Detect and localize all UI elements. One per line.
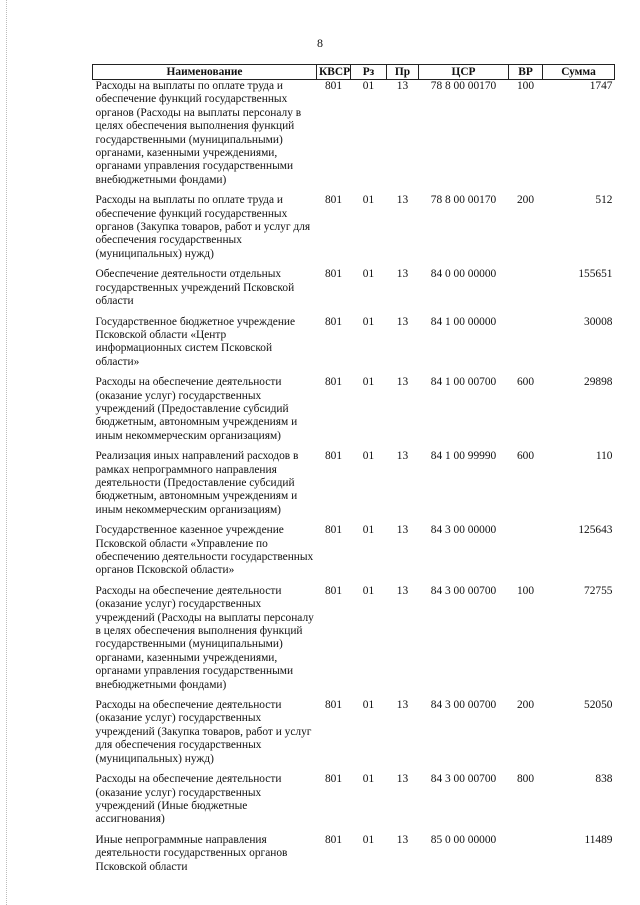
cell-csr: 78 8 00 00170 xyxy=(430,194,497,207)
header-pr: Пр xyxy=(387,65,419,80)
cell-pr: 13 xyxy=(396,376,409,389)
cell-vr xyxy=(509,834,543,881)
cell-csr: 84 3 00 00700 xyxy=(430,773,497,786)
cell-csr: 84 1 00 99990 xyxy=(430,450,497,463)
cell-csr: 78 8 00 00170 xyxy=(430,80,497,92)
cell-sum: 1747 xyxy=(589,80,613,92)
cell-rz: 01 xyxy=(362,194,375,207)
cell-vr xyxy=(509,524,543,585)
cell-name: Государственное казенное учреждение Псковской области «Управление по обеспечению деятельности государственных органов Псковской области» xyxy=(95,524,314,577)
cell-rz: 01 xyxy=(362,376,375,389)
cell-sum: 30008 xyxy=(584,315,613,328)
cell-pr: 13 xyxy=(396,315,409,328)
cell-pr: 13 xyxy=(396,833,409,846)
cell-vr: 100 xyxy=(516,584,535,597)
cell-kvsr: 801 xyxy=(324,268,343,281)
scan-margin-line xyxy=(6,0,7,905)
cell-vr: 200 xyxy=(516,699,535,712)
cell-name: Иные непрограммные направления деятельности государственных органов Псковской области xyxy=(95,833,288,873)
table-row xyxy=(93,268,615,315)
header-sum: Сумма xyxy=(543,65,615,80)
table-row xyxy=(93,699,615,773)
header-rz: Рз xyxy=(351,65,387,80)
cell-pr: 13 xyxy=(396,584,409,597)
cell-name: Расходы на обеспечение деятельности (оказание услуг) государственных учреждений (Расходы на выплаты персоналу в целях обеспечения выполнения функций государственными (муниципальными) органами, казенными учреждениями, органами управления государственными внебюджетными фондами) xyxy=(95,584,314,691)
cell-kvsr: 801 xyxy=(324,773,343,786)
table-row xyxy=(93,80,615,195)
cell-sum: 29898 xyxy=(584,376,613,389)
header-kvsr: КВСР xyxy=(317,65,351,80)
cell-rz: 01 xyxy=(362,80,375,92)
cell-rz: 01 xyxy=(362,524,375,537)
table-row xyxy=(93,376,615,450)
cell-name: Расходы на выплаты по оплате труда и обеспечение функций государственных органов (Расходы на выплаты персоналу в целях обеспечения выполнения функций государственными (муниципальными) органами, казенными учреждениями, органами управления государственными внебюджетными фондами) xyxy=(95,80,302,186)
cell-name: Обеспечение деятельности отдельных государственных учреждений Псковской области xyxy=(95,268,295,308)
cell-pr: 13 xyxy=(396,699,409,712)
cell-pr: 13 xyxy=(396,80,409,92)
table-row xyxy=(93,585,615,699)
cell-csr: 84 1 00 00700 xyxy=(430,376,497,389)
cell-rz: 01 xyxy=(362,315,375,328)
cell-kvsr: 801 xyxy=(324,194,343,207)
cell-kvsr: 801 xyxy=(324,584,343,597)
cell-rz: 01 xyxy=(362,833,375,846)
header-name: Наименование xyxy=(93,65,317,80)
cell-pr: 13 xyxy=(396,268,409,281)
header-csr: ЦСР xyxy=(419,65,509,80)
cell-vr: 600 xyxy=(516,376,535,389)
cell-vr: 600 xyxy=(516,450,535,463)
cell-sum: 110 xyxy=(595,450,613,463)
cell-vr xyxy=(509,268,543,315)
cell-kvsr: 801 xyxy=(324,315,343,328)
cell-vr: 100 xyxy=(516,80,535,92)
cell-vr xyxy=(509,316,543,377)
cell-csr: 84 3 00 00700 xyxy=(430,699,497,712)
cell-name: Расходы на обеспечение деятельности (оказание услуг) государственных учреждений (Иные бюджетные ассигнования) xyxy=(95,773,282,826)
table-body xyxy=(93,80,615,881)
cell-pr: 13 xyxy=(396,773,409,786)
cell-name: Расходы на обеспечение деятельности (оказание услуг) государственных учреждений (Закупка товаров, работ и услуг для обеспечения государственных (муниципальных) нужд) xyxy=(95,699,312,765)
cell-sum: 125643 xyxy=(578,524,613,537)
cell-rz: 01 xyxy=(362,450,375,463)
cell-pr: 13 xyxy=(396,524,409,537)
table-row xyxy=(93,834,615,881)
cell-kvsr: 801 xyxy=(324,450,343,463)
cell-csr: 84 1 00 00000 xyxy=(430,315,497,328)
table-row xyxy=(93,316,615,377)
cell-rz: 01 xyxy=(362,268,375,281)
cell-csr: 85 0 00 00000 xyxy=(430,833,497,846)
header-vr: ВР xyxy=(509,65,543,80)
cell-rz: 01 xyxy=(362,699,375,712)
cell-kvsr: 801 xyxy=(324,833,343,846)
cell-pr: 13 xyxy=(396,450,409,463)
cell-name: Расходы на выплаты по оплате труда и обеспечение функций государственных органов (Закупка товаров, работ и услуг для обеспечения государственных (муниципальных) нужд) xyxy=(95,194,311,260)
cell-pr: 13 xyxy=(396,194,409,207)
table-row xyxy=(93,773,615,834)
cell-sum: 155651 xyxy=(578,268,613,281)
table-row xyxy=(93,524,615,585)
table-row xyxy=(93,450,615,524)
header-row xyxy=(93,65,615,80)
page-number: 8 xyxy=(317,36,323,50)
cell-vr: 800 xyxy=(516,773,535,786)
cell-name: Расходы на обеспечение деятельности (оказание услуг) государственных учреждений (Предоставление субсидий бюджетным, автономным учреждениям и иным некоммерческим организациям) xyxy=(95,376,298,442)
cell-name: Государственное бюджетное учреждение Псковской области «Центр информационных систем Псковской области» xyxy=(95,315,296,368)
cell-sum: 11489 xyxy=(584,833,613,846)
cell-kvsr: 801 xyxy=(324,524,343,537)
cell-sum: 72755 xyxy=(584,584,613,597)
cell-csr: 84 3 00 00000 xyxy=(430,524,497,537)
cell-vr: 200 xyxy=(516,194,535,207)
cell-sum: 512 xyxy=(595,194,613,207)
cell-kvsr: 801 xyxy=(324,80,343,92)
cell-csr: 84 0 00 00000 xyxy=(430,268,497,281)
cell-kvsr: 801 xyxy=(324,699,343,712)
table-row xyxy=(93,194,615,268)
budget-table xyxy=(92,64,615,881)
cell-rz: 01 xyxy=(362,584,375,597)
cell-csr: 84 3 00 00700 xyxy=(430,584,497,597)
table-header xyxy=(93,65,615,80)
cell-kvsr: 801 xyxy=(324,376,343,389)
cell-sum: 838 xyxy=(595,773,613,786)
cell-rz: 01 xyxy=(362,773,375,786)
cell-name: Реализация иных направлений расходов в рамках непрограммного направления деятельности (Предоставление субсидий бюджетным, автономным учреждениям и иным некоммерческим организациям) xyxy=(95,450,299,516)
cell-sum: 52050 xyxy=(584,699,613,712)
